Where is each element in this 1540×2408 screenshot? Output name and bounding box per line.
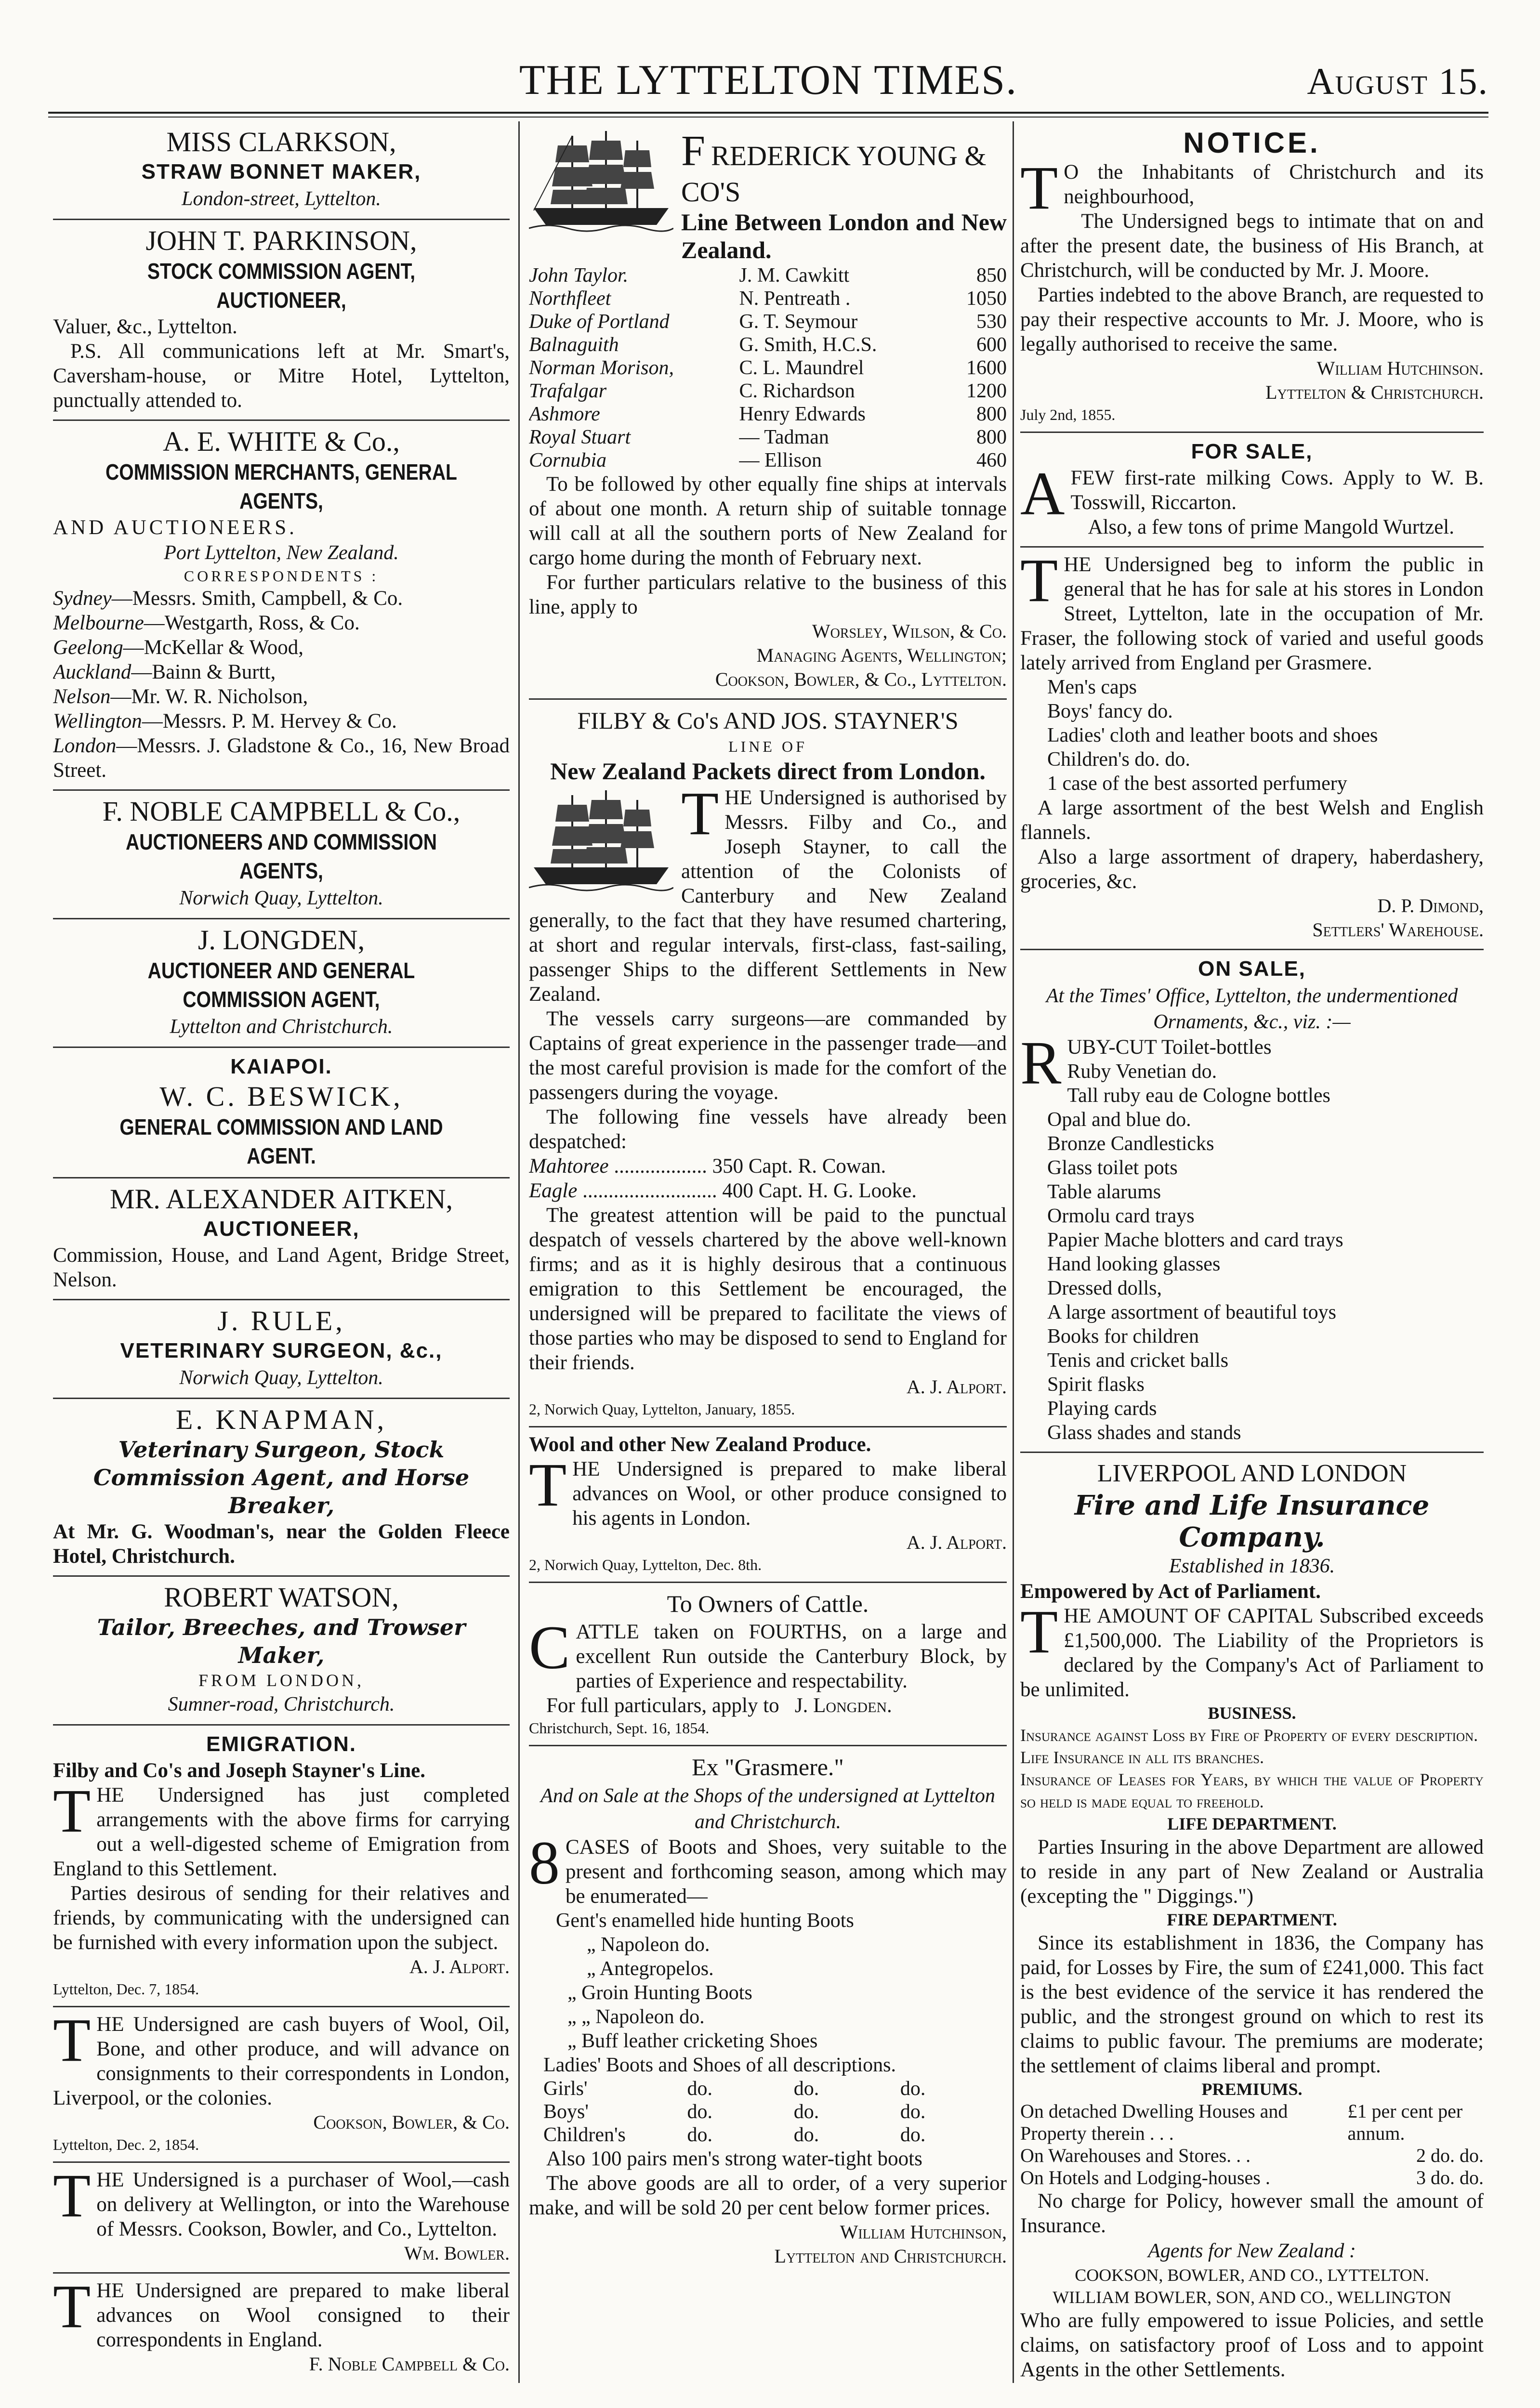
- ad-filby-stayner: [529, 700, 1007, 1427]
- ad-text: Also 100 pairs men's strong water-tight boots: [546, 2147, 922, 2170]
- trade-line: Commission, House, and Land Agent, Bridge Street, Nelson.: [53, 1244, 510, 1291]
- advertiser-name: MISS CLARKSON,: [166, 126, 396, 157]
- ad-heading: EMIGRATION.: [206, 1732, 357, 1756]
- list-item: Glass shades and stands: [1047, 1422, 1241, 1444]
- ad-title: Fire and Life Insurance Company.: [1074, 1490, 1430, 1553]
- ad-text: For full particulars, apply to J. Longden.: [546, 1694, 892, 1717]
- ship-table: [529, 264, 1007, 472]
- ad-wool-purchaser: [53, 2163, 510, 2274]
- ad-title: LIVERPOOL AND LONDON: [1097, 1460, 1407, 1487]
- table-row: Ashmore Henry Edwards 800: [529, 403, 1007, 425]
- agent-line: WILLIAM BOWLER, SON, AND CO., WELLINGTON: [1053, 2288, 1451, 2307]
- list-item: Opal and blue do.: [1047, 1109, 1191, 1131]
- list-item: Playing cards: [1047, 1398, 1157, 1420]
- ad-heading: FOR SALE,: [1191, 440, 1313, 463]
- ad-aitken: [53, 1178, 510, 1300]
- ad-text: THE Undersigned is authorised by Messrs. Filby and Co., and Joseph Stayner, to call the attention of the Colonists of Canterbury and New Zealand generally, to the fact that they have resumed chartering, at short and regular intervals, first-class, fast-sailing, passenger Ships to the different Settlements in New Zealand.: [529, 779, 1007, 1006]
- premium-row: On detached Dwelling Houses and Property therein . . . £1 per cent per annum.: [1020, 2100, 1463, 2144]
- table-row: Children's do. do. do.: [543, 2124, 926, 2146]
- ad-text: THE Undersigned are cash buyers of Wool, Oil, Bone, and other produce, and will advance on consignments to their correspondents in London, Liverpool, or the colonies.: [53, 2006, 510, 2109]
- signature: A. J. Alport.: [906, 1531, 1007, 1553]
- ad-heading: Ex "Grasmere.": [692, 1754, 844, 1780]
- ad-for-sale: [1020, 433, 1484, 548]
- table-row: Duke of Portland G. T. Seymour 530: [529, 311, 1007, 333]
- signature: William Hutchinson.: [1316, 357, 1484, 379]
- list-item: „ Groin Hunting Boots: [567, 1982, 752, 2004]
- ad-text: The Undersigned begs to intimate that on and after the present date, the business of His Branch, at Christchurch, will be conducted by Mr. J. Moore.: [1020, 210, 1484, 282]
- ad-on-sale: [1020, 950, 1484, 1453]
- advertiser-name: E. KNAPMAN,: [175, 1404, 387, 1435]
- advertiser-name: A. E. WHITE & Co.,: [163, 426, 400, 457]
- advertiser-name: W. C. BESWICK,: [159, 1081, 403, 1112]
- column-divider: [518, 121, 520, 2383]
- list-item: „ „ Napoleon do.: [567, 2006, 705, 2028]
- ad-heading: Wool and other New Zealand Produce.: [529, 1433, 871, 1456]
- ad-dimond: [1020, 548, 1484, 950]
- list-item: Children's do. do.: [1047, 748, 1190, 771]
- ad-text: THE Undersigned is a purchaser of Wool,—cash on delivery at Wellington, or into the Warehouse of Messrs. Cookson, Bowler, and Co., Lyttelton.: [53, 2161, 510, 2240]
- list-item: Ladies' cloth and leather boots and shoes: [1047, 724, 1378, 746]
- address-line: Sumner-road, Christchurch.: [168, 1693, 395, 1715]
- header-rule-thin: [48, 117, 1488, 118]
- place-line: KAIAPOI.: [230, 1055, 332, 1078]
- trade-line: VETERINARY SURGEON, &c.,: [120, 1339, 443, 1362]
- ad-subheading: LINE OF: [728, 738, 807, 755]
- list-item: Also a large assortment of drapery, haberdashery, groceries, &c.: [1020, 846, 1484, 893]
- ad-text: THE Undersigned beg to inform the public in general that he has for sale at his stores in London Street, Lyttelton, late in the occupation of Mr. Fraser, the following stock of varied and useful goods lately arrived from England per Grasmere.: [1020, 546, 1484, 674]
- trade-line: AUCTIONEER AND GENERAL COMMISSION AGENT,: [147, 958, 415, 1012]
- ad-subheading: At the Times' Office, Lyttelton, the undermentioned Ornaments, &c., viz. :—: [1046, 985, 1458, 1033]
- newspaper-title: THE LYTTELTON TIMES.: [519, 57, 1018, 104]
- ad-cash-buyers: [53, 2007, 510, 2163]
- ad-heading: NOTICE.: [1183, 127, 1321, 159]
- section-heading: FIRE DEPARTMENT.: [1167, 1910, 1337, 1929]
- list-item: Dressed dolls,: [1047, 1277, 1162, 1299]
- address-line: London-street, Lyttelton.: [182, 188, 381, 210]
- address-line: Lyttelton and Christchurch.: [170, 1016, 393, 1038]
- ad-text: THE Undersigned is prepared to make liberal advances on Wool, or other produce consigned to his agents in London.: [529, 1451, 1007, 1530]
- correspondent: Melbourne—Westgarth, Ross, & Co.: [53, 612, 360, 634]
- list-item: Men's caps: [1047, 676, 1137, 698]
- trade-line: STRAW BONNET MAKER,: [141, 160, 421, 183]
- dateline: July 2nd, 1855.: [1020, 406, 1116, 423]
- trade-line: AUCTIONEER,: [203, 1217, 360, 1241]
- address-line: Norwich Quay, Lyttelton.: [179, 887, 383, 909]
- ad-text: To be followed by other equally fine ships at intervals of about one month. A return ship of suitable tonnage will call at all the southern ports of New Zealand for cargo home during the month of February next.: [529, 473, 1007, 569]
- list-item: Table alarums: [1047, 1181, 1161, 1203]
- trade-line: AUCTIONEERS AND COMMISSION AGENTS,: [126, 829, 437, 883]
- ad-campbell: [53, 791, 510, 919]
- column-middle: [529, 121, 1007, 2383]
- ship-icon: [529, 785, 673, 896]
- ad-watson: [53, 1577, 510, 1726]
- list-item: Tenis and cricket balls: [1047, 1349, 1229, 1372]
- signature: Settlers' Warehouse.: [1312, 919, 1484, 941]
- ad-text: Parties Insuring in the above Department are allowed to reside in any part of New Zealand or Australia (excepting the " Diggings."): [1020, 1836, 1484, 1908]
- signature: Worsley, Wilson, & Co.: [812, 620, 1007, 642]
- premium-row: On Warehouses and Stores. . . 2 do. do.: [1020, 2145, 1484, 2166]
- header-rule: [48, 112, 1488, 114]
- issue-date: August 15.: [1307, 60, 1488, 102]
- ad-text: Since its establishment in 1836, the Company has paid, for Losses by Fire, the sum of £241,000. This fact is the best evidence of the service it has rendered the public, and the strongest ground on which to rest its claims to public favour. The premiums are moderate; the settlement of claims liberal and prompt.: [1020, 1932, 1484, 2077]
- address-line: Port Lyttelton, New Zealand.: [164, 542, 399, 564]
- advertiser-name: J. LONGDEN,: [197, 924, 365, 955]
- ad-rule: [53, 1300, 510, 1399]
- table-row: Balnaguith G. Smith, H.C.S. 600: [529, 334, 1007, 356]
- ad-clarkson: [53, 121, 510, 220]
- list-item: Glass toilet pots: [1047, 1157, 1178, 1179]
- ad-text: THE Undersigned has just completed arrangements with the above firms for carrying out a well-digested scheme of Emigration from England to this Settlement.: [53, 1777, 510, 1880]
- trade-line: Valuer, &c., Lyttelton.: [53, 315, 237, 338]
- ad-wool-produce: [529, 1427, 1007, 1583]
- ad-text: The following fine vessels have already been despatched:: [529, 1106, 1007, 1153]
- signature: D. P. Dimond,: [1377, 895, 1484, 916]
- advertiser-name: JOHN T. PARKINSON,: [145, 225, 417, 256]
- correspondent: Auckland—Bainn & Burtt,: [53, 661, 276, 683]
- ad-wool-advances: [53, 2274, 510, 2383]
- table-row: Northfleet N. Pentreath . 1050: [529, 288, 1007, 310]
- signature: Cookson, Bowler, & Co.: [313, 2111, 510, 2133]
- ad-text: 8 CASES of Boots and Shoes, very suitable to the present and forthcoming season, among which may be enumerated—: [529, 1829, 1007, 1908]
- address-line: At Mr. G. Woodman's, near the Golden Fleece Hotel, Christchurch.: [53, 1520, 510, 1568]
- signature: F. Noble Campbell & Co.: [309, 2353, 510, 2375]
- ad-text: No charge for Policy, however small the amount of Insurance.: [1020, 2190, 1484, 2237]
- section-heading: Agents for New Zealand :: [1148, 2240, 1356, 2262]
- ad-text: THE Undersigned are prepared to make liberal advances on Wool consigned to their correspondents in England.: [53, 2272, 510, 2351]
- ad-text: The above goods are all to order, of a very superior make, and will be sold 20 per cent below former prices.: [529, 2172, 1007, 2219]
- dateline: 2, Norwich Quay, Lyttelton, Dec. 8th.: [529, 1556, 762, 1573]
- ad-title: FILBY & Co's AND JOS. STAYNER'S: [577, 707, 959, 734]
- ad-heading: To Owners of Cattle.: [667, 1590, 869, 1617]
- list-item: „ Antegropelos.: [587, 1958, 714, 1980]
- signature: Managing Agents, Wellington;: [756, 644, 1007, 666]
- ad-grasmere: [529, 1746, 1007, 2275]
- list-item: Insurance against Loss by Fire of Property of every description.: [1020, 1726, 1478, 1745]
- table-row: Cornubia — Ellison 460: [529, 449, 1007, 471]
- list-item: 1 case of the best assorted perfumery: [1047, 772, 1347, 795]
- signature: Wm. Bowler.: [404, 2242, 510, 2264]
- section-heading: PREMIUMS.: [1201, 2080, 1303, 2099]
- ad-subheading: And on Sale at the Shops of the undersigned at Lyttelton and Christchurch.: [540, 1785, 995, 1833]
- section-heading: LIFE DEPARTMENT.: [1167, 1814, 1337, 1833]
- advertiser-name: J. RULE,: [217, 1305, 345, 1336]
- correspondent: Nelson—Mr. W. R. Nicholson,: [53, 685, 308, 708]
- dateline: Christchurch, Sept. 16, 1854.: [529, 1719, 710, 1737]
- list-item: Ormolu card trays: [1047, 1205, 1195, 1227]
- ad-knapman: [53, 1399, 510, 1577]
- ad-text: Who are fully empowered to issue Policies, and settle claims, on satisfactory proof of Loss and to appoint Agents in the other Settlements.: [1020, 2309, 1484, 2381]
- trade-line: Tailor, Breeches, and Trowser Maker,: [97, 1614, 466, 1668]
- column-left: [53, 121, 510, 2383]
- ad-headline: New Zealand Packets direct from London.: [550, 758, 986, 785]
- ad-beswick: [53, 1048, 510, 1178]
- list-item: Ruby Venetian do.: [1067, 1060, 1217, 1083]
- table-row: Girls' do. do. do.: [543, 2078, 926, 2100]
- ship-icon: [529, 126, 673, 237]
- address-line: Norwich Quay, Lyttelton.: [179, 1367, 383, 1389]
- postscript: P.S. All communications left at Mr. Smart's, Caversham-house, or Mitre Hotel, Lyttelton, punctually attended to.: [53, 340, 510, 412]
- ad-text: T O the Inhabitants of Christchurch and its neighbourhood,: [1020, 154, 1484, 222]
- signature: Lyttelton & Christchurch.: [1265, 381, 1484, 403]
- section-heading: BUSINESS.: [1208, 1703, 1296, 1723]
- vessel-line: Mahtoree .................. 350 Capt. R. Cowan.: [529, 1155, 886, 1178]
- list-item: Papier Mache blotters and card trays: [1047, 1229, 1343, 1251]
- list-item: „ Buff leather cricketing Shoes: [567, 2030, 818, 2052]
- ad-liverpool-london-insurance: [1020, 1453, 1484, 2383]
- correspondent: Wellington—Messrs. P. M. Hervey & Co.: [53, 710, 397, 733]
- vessel-line: Eagle .......................... 400 Capt. H. G. Looke.: [529, 1179, 917, 1202]
- ad-subheading: Established in 1836.: [1169, 1555, 1335, 1577]
- list-item: Tall ruby eau de Cologne bottles: [1067, 1085, 1330, 1107]
- trade-line: AND AUCTIONEERS.: [53, 516, 297, 539]
- ad-notice: [1020, 121, 1484, 433]
- column-divider: [1013, 121, 1014, 2383]
- ad-white: [53, 421, 510, 791]
- list-item: Life Insurance in all its branches.: [1020, 1748, 1264, 1767]
- advertiser-name: MR. ALEXANDER AITKEN,: [109, 1183, 453, 1215]
- table-row: Royal Stuart — Tadman 800: [529, 426, 1007, 448]
- signature: A. J. Alport.: [409, 1956, 510, 1977]
- ad-text: RUBY-CUT Toilet-bottles: [1020, 1029, 1272, 1097]
- trade-line: GENERAL COMMISSION AND LAND AGENT.: [119, 1114, 443, 1168]
- ad-longden: [53, 919, 510, 1048]
- agent-line: COOKSON, BOWLER, AND CO., LYTTELTON.: [1075, 2265, 1429, 2285]
- ad-text: For further particulars relative to the business of this line, apply to: [529, 571, 1007, 618]
- list-item: Books for children: [1047, 1325, 1199, 1348]
- table-row: Trafalgar C. Richardson 1200: [529, 380, 1007, 402]
- trade-line: Veterinary Surgeon, Stock Commission Agent, and Horse Breaker,: [93, 1437, 470, 1518]
- trade-line: STOCK COMMISSION AGENT, AUCTIONEER,: [147, 259, 416, 313]
- dateline: Lyttelton, Dec. 7, 1854.: [53, 1980, 199, 1998]
- list-item: A large assortment of beautiful toys: [1047, 1301, 1336, 1323]
- list-item: Hand looking glasses: [1047, 1253, 1221, 1275]
- dateline: 2, Norwich Quay, Lyttelton, January, 1855.: [529, 1400, 795, 1418]
- from-line: FROM LONDON,: [198, 1671, 365, 1690]
- list-item: A large assortment of the best Welsh and English flannels.: [1020, 797, 1484, 844]
- premium-row: On Hotels and Lodging-houses . 3 do. do.: [1020, 2167, 1484, 2188]
- trade-line: COMMISSION MERCHANTS, GENERAL AGENTS,: [105, 459, 457, 513]
- signature: William Hutchinson,: [840, 2221, 1007, 2243]
- dateline: Lyttelton, Dec. 2, 1854.: [53, 2136, 199, 2153]
- correspondent: Geelong—McKellar & Wood,: [53, 636, 303, 659]
- ad-subheading: Line Between London and New Zealand.: [681, 209, 1007, 263]
- ad-text: Parties indebted to the above Branch, are requested to pay their respective accounts to Mr. J. Moore, who is legally authorised to receive the same.: [1020, 284, 1484, 355]
- list-item: Spirit flasks: [1047, 1374, 1145, 1396]
- list-item: „ Napoleon do.: [587, 1934, 710, 1956]
- ad-frederick-young: [529, 121, 1007, 700]
- column-right: [1020, 121, 1484, 2383]
- advertiser-name: ROBERT WATSON,: [164, 1582, 399, 1613]
- list-item: Gent's enamelled hide hunting Boots: [556, 1910, 854, 1932]
- ad-parkinson: [53, 220, 510, 421]
- ad-heading: ON SALE,: [1198, 957, 1306, 981]
- table-row: John Taylor. J. M. Cawkitt 850: [529, 264, 1007, 287]
- ad-subheading: Filby and Co's and Joseph Stayner's Line.: [53, 1759, 425, 1782]
- table-row: Norman Morison, C. L. Maundrel 1600: [529, 357, 1007, 379]
- ad-emigration: [53, 1726, 510, 2007]
- signature: Cookson, Bowler, & Co., Lyttelton.: [715, 668, 1007, 690]
- ad-text: The vessels carry surgeons—are commanded by Captains of great experience in the passenger trade—and the most careful provision is made for the comfort of the passengers during the voyage.: [529, 1008, 1007, 1104]
- ad-subheading: Empowered by Act of Parliament.: [1020, 1580, 1321, 1603]
- ad-cattle: [529, 1583, 1007, 1746]
- ad-text: Parties desirous of sending for their relatives and friends, by communicating with the undersigned can be furnished with every information upon the subject.: [53, 1882, 510, 1954]
- list-item: Ladies' Boots and Shoes of all descriptions.: [543, 2054, 896, 2076]
- signature: Lyttelton and Christchurch.: [774, 2245, 1007, 2267]
- ad-text: Also, a few tons of prime Mangold Wurtzel.: [1088, 516, 1454, 538]
- ad-text: AFEW first-rate milking Cows. Apply to W. B. Tosswill, Riccarton.: [1020, 459, 1484, 528]
- signature: A. J. Alport.: [906, 1376, 1007, 1398]
- ad-text: CATTLE taken on FOURTHS, on a large and excellent Run outside the Canterbury Block, by parties of Experience and respectability.: [529, 1613, 1007, 1692]
- correspondent: London—Messrs. J. Gladstone & Co., 16, New Broad Street.: [53, 734, 510, 782]
- ad-text: THE AMOUNT OF CAPITAL Subscribed exceeds £1,500,000. The Liability of the Proprietors is declared by the Company's Act of Parliament to be unlimited.: [1020, 1597, 1484, 1701]
- list-item: Boys' fancy do.: [1047, 700, 1173, 722]
- table-row: Boys' do. do. do.: [543, 2101, 926, 2123]
- ad-text: The greatest attention will be paid to the punctual despatch of vessels chartered by the above well-known firms; and as it is highly desirous that a continuous emigration to this Settlement be encouraged, the undersigned will be prepared to facilitate the views of those parties who may be disposed to send to England for their friends.: [529, 1204, 1007, 1374]
- masthead: [48, 56, 1488, 109]
- list-item: Bronze Candlesticks: [1047, 1133, 1214, 1155]
- correspondent: Sydney—Messrs. Smith, Campbell, & Co.: [53, 587, 403, 610]
- list-item: Insurance of Leases for Years, by which the value of Property so held is made equal to freehold.: [1020, 1770, 1484, 1811]
- ad-title: FREDERICK YOUNG & CO'S: [681, 127, 987, 208]
- advertiser-name: F. NOBLE CAMPBELL & Co.,: [102, 796, 461, 827]
- correspondents-label: CORRESPONDENTS :: [184, 567, 379, 585]
